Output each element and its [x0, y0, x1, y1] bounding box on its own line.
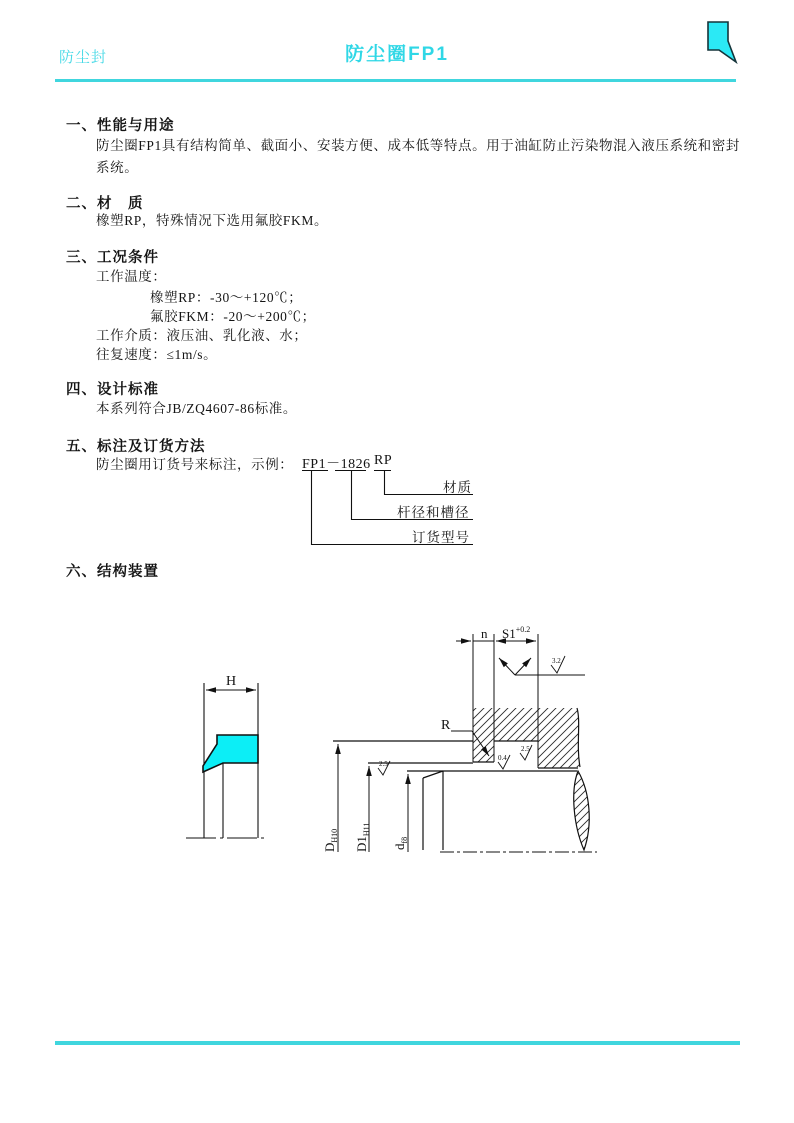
housing-outline: [333, 708, 580, 768]
dim-label-S1: [502, 625, 530, 641]
roughness-value-bore: 2.5: [379, 760, 388, 768]
working-medium-line: 工作介质：液压油、乳化液、水；: [96, 328, 308, 343]
section-6-title: 结构装置: [97, 564, 159, 580]
dia-D-tolerance: H10: [330, 828, 339, 843]
section-5-heading: [66, 435, 206, 456]
section-6-num: 六、: [66, 564, 97, 580]
header-rule: [55, 79, 736, 82]
dia-d-tolerance: f8: [400, 836, 409, 844]
rod-outline: [407, 771, 597, 852]
diameter-dimensions: [338, 744, 408, 852]
groove-dimensions: [456, 634, 538, 768]
dim-S1-main: S1: [502, 626, 516, 641]
section-6-heading: [66, 560, 159, 581]
section-3-title: 工况条件: [97, 250, 159, 266]
header-category: 防尘封: [59, 49, 108, 66]
installation-figure: [322, 625, 597, 852]
dim-S1-tolerance: +0.2: [515, 625, 531, 634]
dim-label-R: R: [441, 718, 451, 733]
section-1-title: 性能与用途: [97, 118, 175, 134]
roughness-value-groove-bottom: 0.4: [498, 754, 507, 762]
dia-D1-tolerance: H11: [362, 822, 371, 837]
dim-label-n: n: [481, 626, 488, 641]
page-title: 防尘圈FP1: [345, 44, 449, 65]
dia-D1-main: D1: [354, 836, 369, 852]
callout-model: 订货型号: [412, 530, 470, 545]
order-example-code: FP1－1826: [302, 457, 371, 472]
footer-rule: [55, 1041, 740, 1045]
seal-body-shape: [203, 735, 258, 772]
section-2-body: 橡塑RP，特殊情况下选用氟胶FKM。: [96, 213, 329, 228]
section-1-body: 防尘圈FP1具有结构简单、截面小、安装方便、成本低等特点。用于油缸防止污染物混入液压系统和密封系统。: [96, 138, 740, 175]
radius-leader: [451, 731, 489, 756]
section-3-heading: [66, 246, 159, 267]
order-example-material: RP: [374, 453, 393, 468]
section-2-num: 二、: [66, 196, 97, 212]
dia-d-main: d: [392, 843, 407, 850]
order-intro: 防尘圈用订货号来标注，示例：: [96, 457, 294, 472]
callout-material: 材质: [443, 480, 472, 495]
section-4-num: 四、: [66, 382, 97, 398]
dim-label-H: H: [225, 674, 237, 689]
chamfer-detail: [499, 658, 585, 675]
section-3-num: 三、: [66, 250, 97, 266]
section-4-title: 设计标准: [97, 382, 159, 398]
working-temp-label: 工作温度：: [96, 269, 167, 284]
section-1-heading: [66, 114, 175, 135]
dia-label-D1: [354, 823, 371, 852]
temp-rp-value: 橡塑RP：-30～+120℃；: [150, 290, 303, 305]
dia-label-d: [392, 837, 409, 850]
section-5-title: 标注及订货方法: [97, 439, 206, 455]
roughness-value-groove-side: 2.5: [521, 745, 530, 753]
seal-profile-figure: [186, 674, 268, 838]
roughness-value-top: 3.2: [552, 657, 561, 665]
callout-diameter: 杆径和槽径: [397, 505, 470, 520]
speed-line: 往复速度：≤1m/s。: [96, 347, 218, 362]
dia-D-main: D: [322, 842, 337, 852]
roughness-symbols: [378, 656, 565, 775]
section-1-num: 一、: [66, 118, 97, 134]
dia-label-D: [322, 829, 339, 852]
housing-hatch: [473, 708, 580, 768]
section-4-body: 本系列符合JB/ZQ4607-86标准。: [96, 401, 297, 416]
temp-fkm-value: 氟胶FKM：-20～+200℃；: [150, 309, 316, 324]
section-4-heading: [66, 378, 159, 399]
section-5-num: 五、: [66, 439, 97, 455]
section-2-title: 材 质: [97, 196, 144, 212]
